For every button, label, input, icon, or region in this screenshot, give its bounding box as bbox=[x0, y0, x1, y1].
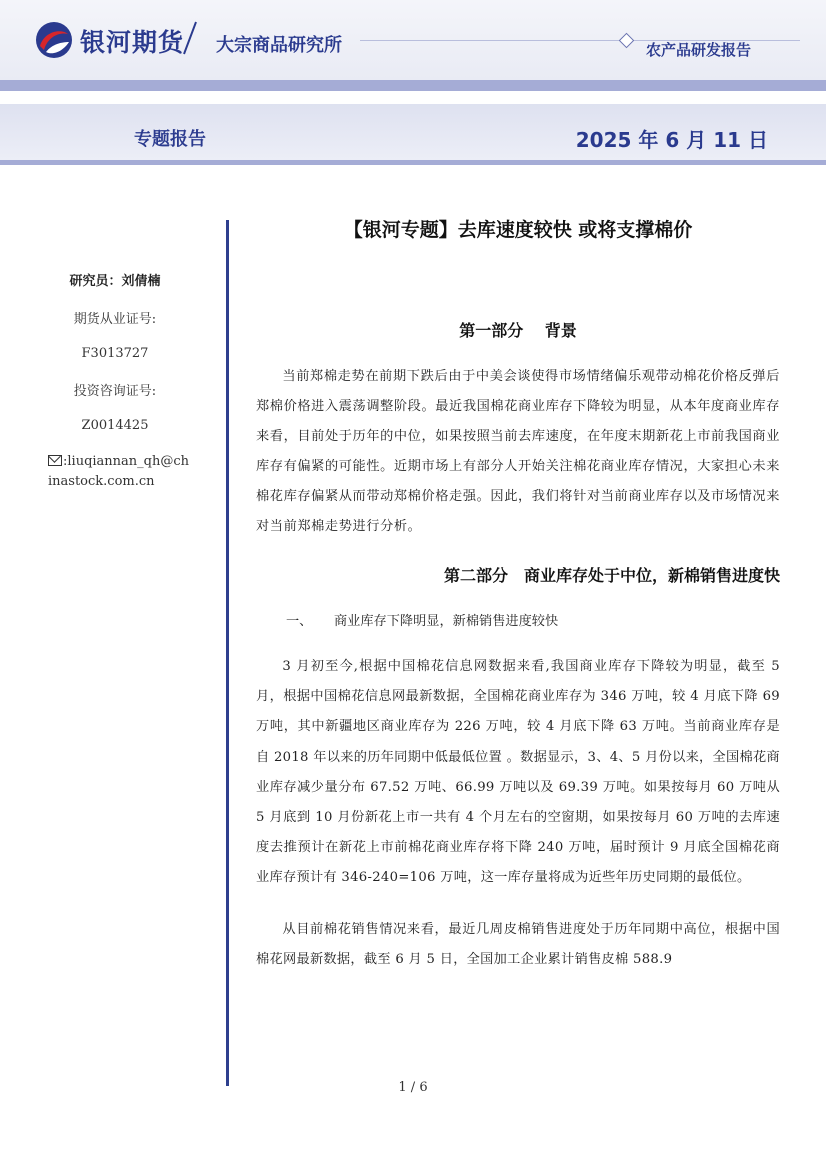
futures-cert-label: 期货从业证号: bbox=[73, 312, 157, 327]
author-email[interactable] bbox=[48, 452, 190, 492]
section-2-paragraph-2: 从目前棉花销售情况来看，最近几周皮棉销售进度处于历年同期中高位，根据中国棉花网最新数据，截至 6 月 5 日，全国加工企业累计销售皮棉 588.9 bbox=[256, 921, 780, 967]
researcher-name: 研究员：刘倩楠 bbox=[69, 274, 161, 289]
document-title: 【银河专题】去库速度较快 或将支撑棉价 bbox=[343, 219, 693, 241]
page-number: 1 / 6 bbox=[398, 1080, 428, 1095]
document-body bbox=[256, 215, 780, 975]
report-tag: 专题报告 bbox=[134, 129, 206, 150]
header-divider-bar bbox=[0, 80, 826, 91]
consult-cert-label: 投资咨询证号: bbox=[73, 384, 157, 399]
report-type: 农产品研发报告 bbox=[646, 41, 752, 59]
section-1-title: 第一部分 背景 bbox=[459, 321, 577, 340]
subsection-text: 商业库存下降明显，新棉销售进度较快 bbox=[334, 614, 559, 629]
galaxy-logo-icon bbox=[34, 20, 74, 60]
institute-name: 大宗商品研究所 bbox=[216, 35, 342, 56]
brand-name: 银河期货 bbox=[80, 28, 185, 57]
subheader-rule bbox=[0, 160, 826, 165]
author-sidebar bbox=[40, 270, 190, 511]
email-line-1: :liuqiannan_qh@ch bbox=[63, 454, 190, 469]
section-2-title: 第二部分 商业库存处于中位，新棉销售进度快 bbox=[443, 566, 780, 585]
slash-divider bbox=[180, 18, 200, 58]
section-1-paragraph: 当前郑棉走势在前期下跌后由于中美会谈使得市场情绪偏乐观带动棉花价格反弹后郑棉价格进入震荡调整阶段。最近我国棉花商业库存下降较为明显，从本年度商业库存来看，目前处于历年的中位，如果按照当前去库速度，在年度末期新花上市前我国商业库存有偏紧的可能性。近期市场上有部分人开始关注棉花商业库存情况，大家担心未来棉花库存偏紧从而带动郑棉价格走强。因此，我们将针对当前商业库存以及市场情况来对当前郑棉走势进行分析。 bbox=[256, 369, 780, 534]
subsection-heading bbox=[256, 610, 780, 629]
sidebar-divider bbox=[226, 220, 229, 1086]
report-date: 2025 年 6 月 11 日 bbox=[575, 128, 768, 152]
email-line-2: inastock.com.cn bbox=[48, 474, 155, 489]
futures-cert-number: F3013727 bbox=[81, 346, 149, 361]
mail-icon bbox=[48, 455, 62, 466]
subsection-number: 一、 bbox=[286, 614, 313, 629]
consult-cert-number: Z0014425 bbox=[81, 418, 149, 433]
section-2-paragraph-1: 3 月初至今,根据中国棉花信息网数据来看,我国商业库存下降较为明显，截至 5 月，根据中国棉花信息网最新数据，全国棉花商业库存为 346 万吨，较 4 月底下降 69 万吨，其中新疆地区商业库存为 226 万吨，较 4 月底下降 63 万吨。当前商业库存是自 2018 年以来的历年同期中低最低位置 。数据显示，3、4、5 月份以来，全国棉花商业库存减少量分布 67.52 万吨、66.99 万吨以及 69.39 万吨。如果按每月 60 万吨从 5 月底到 10 月份新花上市一共有 4 个月左右的空窗期，如果按每月 60 万吨的去库速度去推预计在新花上市前棉花商业库存将下降 240 万吨，届时预计 9 月底全国棉花商业库存预计有 346-240=106 万吨，这一库存量将成为近些年历史同期的最低位。 bbox=[256, 659, 780, 886]
